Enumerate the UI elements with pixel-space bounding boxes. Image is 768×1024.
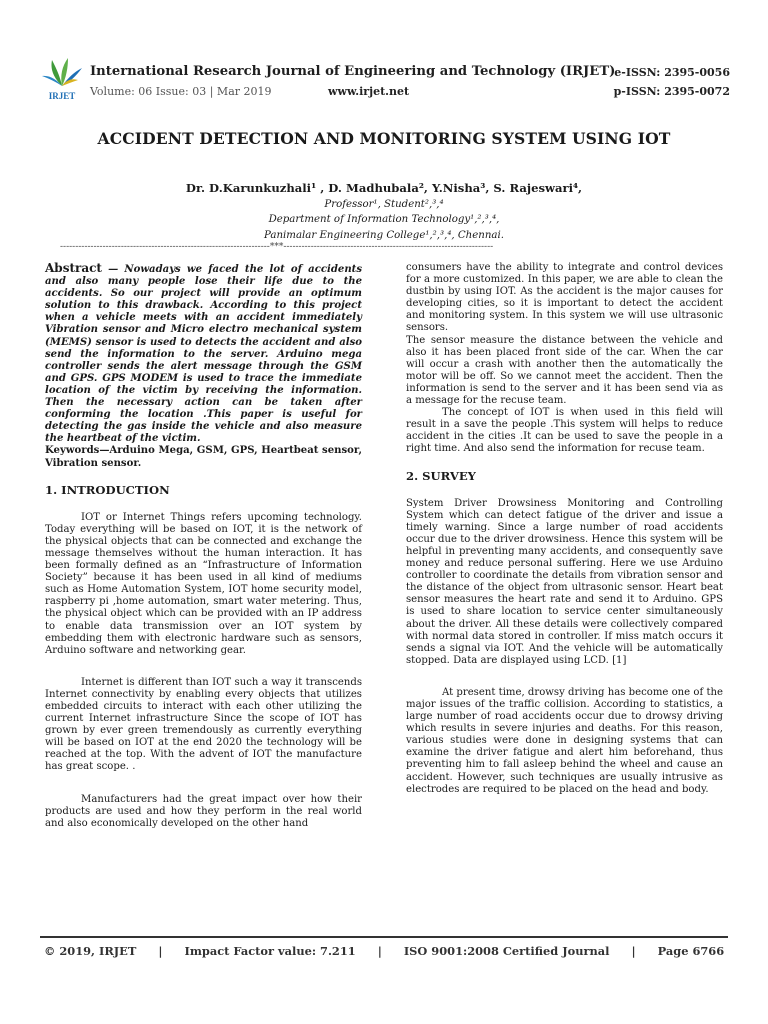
right-column [406, 262, 723, 796]
abstract-body: — Nowadays we faced the lot of accidents and also many people lose their life due to the accidents. So our project will provide an optimum solution to this drawback. According to this project when a vehicle meets with an accident immediately Vibration sensor and Micro electro mechanical system (MEMS) sensor is used to detects the accident and also send the information to the server. Arduino mega controller sends the alert message through the GSM and GPS. GPS MODEM is used to trace the immediate location of the victim by receiving the information. Then the necessary action can be taken after conforming the location .This paper is useful for detecting the gas inside the vehicle and also measure the heartbeat of the victim. [45, 264, 362, 445]
irjet-logo-icon [40, 56, 84, 102]
left-column [45, 262, 362, 830]
keywords: Keywords—Arduino Mega, GSM, GPS, Heartbeat sensor, Vibration sensor. [45, 445, 362, 469]
paragraph: System Driver Drowsiness Monitoring and Controlling System which can detect fatigue of the driver and issue a timely warning. Since a large number of road accidents occur due to the driver drowsiness. Hence this system will be helpful in preventing many accidents, and consequently save money and reduce personal suffering. Here we use Arduino controller to coordinate the details from vibration sensor and the distance of the object from ultrasonic sensor. Heart beat sensor measures the heart rate and send it to Arduino. GPS is used to share location to service center simultaneously about the driver. All these details were collectively compared with normal data stored in controller. If miss match occurs it sends a signal via IOT. And the vehicle will be automatically stopped. Data are displayed using LCD. [1] [406, 497, 723, 666]
footer-copyright: © 2019, IRJET [44, 944, 137, 958]
footer-rule [40, 936, 728, 938]
affiliation-role: Professor¹, Student²,³,⁴ [324, 199, 444, 210]
abstract-heading: Abstract [45, 261, 102, 275]
section-introduction-heading: 1. INTRODUCTION [45, 482, 170, 497]
footer-impact-factor: Impact Factor value: 7.211 [184, 944, 356, 958]
logo-text: IRJET [48, 91, 76, 101]
e-issn: e-ISSN: 2395-0056 [614, 66, 730, 79]
footer-divider: | [631, 944, 636, 958]
footer-page-number: Page 6766 [657, 944, 725, 958]
journal-url[interactable]: www.irjet.net [328, 85, 410, 98]
affiliation-college: Panimalar Engineering College¹,²,³,⁴, Chennai. [264, 230, 504, 241]
page-footer [44, 944, 724, 958]
page-header [40, 56, 730, 106]
volume-issue: Volume: 06 Issue: 03 | Mar 2019 [90, 85, 272, 98]
footer-divider: | [377, 944, 382, 958]
journal-name: International Research Journal of Engineering and Technology (IRJET) [90, 64, 616, 79]
affiliation-department: Department of Information Technology¹,²,³,⁴, [268, 214, 500, 225]
paragraph: IOT or Internet Things refers upcoming technology. Today everything will be based on IOT, it is the network of the physical objects that can be connected and exchange the message themselves without the human interaction. It has been formally defined as an “Infrastructure of Information Society” because it has been used in all kind of mediums such as Home Automation System, IOT home security model, raspberry pi ,home automation, smart water metering. Thus, the physical object which can be provided with an IP address to enable data transmission over an IOT system by embedding them with electronic hardware such as sensors, Arduino software and networking gear. [45, 511, 362, 656]
section-survey-heading: 2. SURVEY [406, 468, 476, 483]
paper-title: ACCIDENT DETECTION AND MONITORING SYSTEM USING IOT [97, 129, 671, 148]
paragraph: The sensor measure the distance between the vehicle and also it has been placed front side of the car. When the car will occur a crash with another then the automatically the motor will be off. So we cannot meet the accident. Then the information is send to the server and it has been send via as a message for the recuse team. [406, 334, 723, 407]
paragraph: consumers have the ability to integrate and control devices for a more customized. In this paper, we are able to clean the dustbin by using IOT. As the accident is the major causes for developing cities, so it is important to detect the accident and monitoring system. In this system we will use ultrasonic sensors. [406, 262, 723, 334]
footer-divider: | [158, 944, 163, 958]
footer-iso: ISO 9001:2008 Certified Journal [403, 944, 610, 958]
paragraph: At present time, drowsy driving has become one of the major issues of the traffic collision. According to statistics, a large number of road accidents occur due to drowsy driving which results in severe injuries and deaths. For this reason, various studies were done in designing systems that can examine the driver fatigue and alert him beforehand, thus preventing him to fall asleep behind the wheel and cause an accident. However, such techniques are usually intrusive as electrodes are required to be placed on the head and body. [406, 686, 723, 795]
paragraph: Manufacturers had the great impact over how their products are used and how they perform in the real world and also economically developed on the other hand [45, 793, 362, 829]
abstract [45, 262, 362, 445]
separator-line: ---------------------------------------------------------------------***--------------------------------------------------------------------- [60, 242, 494, 252]
paragraph: Internet is different than IOT such a way it transcends Internet connectivity by enabling every objects that utilizes embedded circuits to interact with each other utilizing the current Internet infrastructure Since the scope of IOT has grown by ever green tremendously as currently everything will be based on IOT at the end 2020 the technology will be reached at the top. With the advent of IOT the manufacture has great scope. . [45, 676, 362, 773]
paragraph: The concept of IOT is when used in this field will result in a save the people .This system will helps to reduce accident in the cities .It can be used to save the people in a right time. And also send the information for recuse team. [406, 407, 723, 455]
p-issn: p-ISSN: 2395-0072 [613, 85, 730, 98]
authors: Dr. D.Karunkuzhali¹ , D. Madhubala², Y.Nisha³, S. Rajeswari⁴, [185, 181, 583, 195]
